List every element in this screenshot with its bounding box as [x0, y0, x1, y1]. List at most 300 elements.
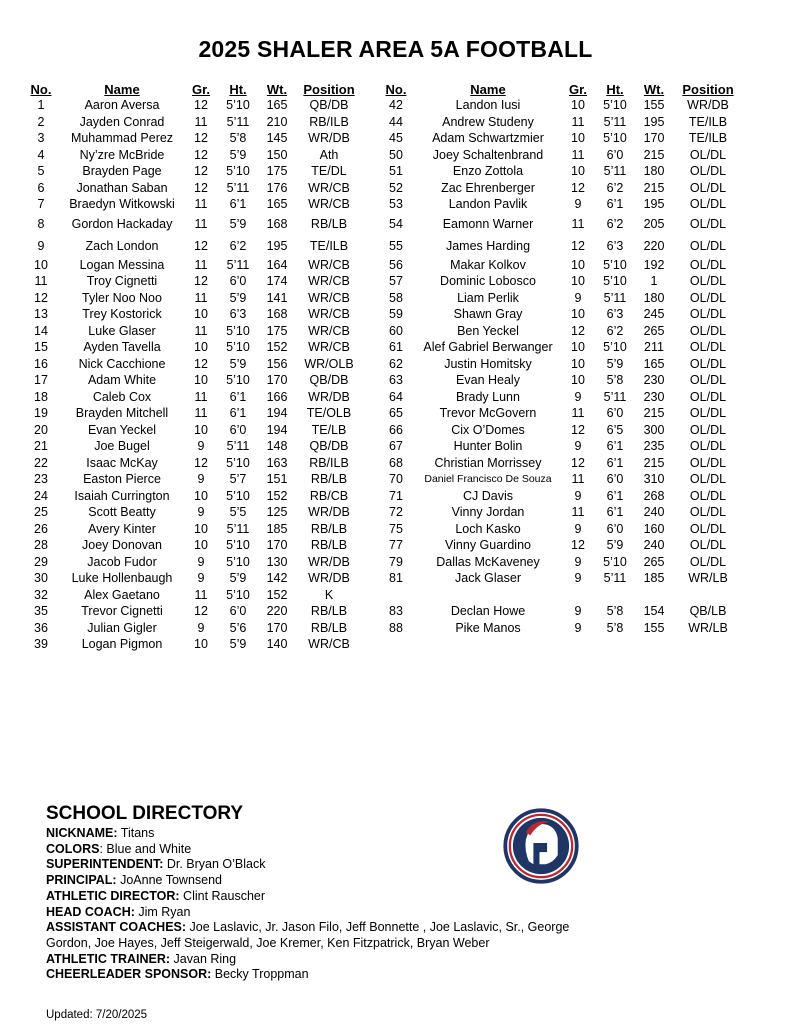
player-weight: 230	[643, 373, 665, 388]
player-grade: 9	[574, 571, 582, 586]
col-header-grade: Gr.	[568, 81, 588, 97]
table-row	[24, 180, 364, 197]
player-number: 26	[34, 521, 48, 536]
player-grade: 10	[571, 131, 585, 146]
col-header-no: No.	[30, 81, 52, 97]
player-height: 5’7	[229, 472, 247, 487]
player-grade: 10	[194, 373, 208, 388]
player-grade: 9	[574, 488, 582, 503]
player-weight: 1	[650, 274, 658, 289]
table-row	[24, 257, 364, 274]
player-weight: 156	[266, 356, 288, 371]
table-row	[379, 438, 745, 455]
player-number: 79	[389, 554, 403, 569]
table-row	[24, 163, 364, 180]
player-grade: 9	[197, 554, 205, 569]
player-name: Jack Glaser	[455, 571, 521, 586]
player-name: Christian Morrissey	[434, 455, 542, 470]
player-position: WR/DB	[687, 98, 729, 113]
player-position: QB/DB	[309, 439, 349, 454]
player-weight: 176	[266, 180, 288, 195]
player-number: 58	[389, 290, 403, 305]
table-row	[24, 603, 364, 620]
player-number: 17	[34, 373, 48, 388]
player-position: OL/DL	[689, 356, 727, 371]
player-grade: 12	[571, 455, 585, 470]
player-position: OL/DL	[689, 455, 727, 470]
player-name: Isaiah Currington	[74, 488, 170, 503]
player-weight: 154	[643, 604, 665, 619]
player-number	[379, 587, 413, 604]
player-weight: 145	[266, 131, 288, 146]
player-number: 52	[389, 180, 403, 195]
player-weight: 175	[266, 164, 288, 179]
player-weight: 215	[643, 455, 665, 470]
player-name: Luke Hollenbaugh	[71, 571, 173, 586]
player-number: 4	[37, 147, 45, 162]
player-weight: 215	[643, 180, 665, 195]
player-position: OL/DL	[689, 323, 727, 338]
col-header-height: Ht.	[229, 81, 247, 97]
player-weight: 180	[643, 290, 665, 305]
player-name: Hunter Bolin	[453, 439, 523, 454]
player-height: 6’3	[606, 307, 624, 322]
table-row	[379, 306, 745, 323]
player-name: Vinny Jordan	[451, 505, 525, 520]
player-name: Loch Kasko	[455, 521, 521, 536]
player-weight: 235	[643, 439, 665, 454]
player-height: 5’11	[226, 439, 250, 454]
player-name: Logan Pigmon	[81, 637, 163, 652]
player-weight: 194	[266, 406, 288, 421]
player-position: RB/ILB	[309, 114, 349, 129]
player-position: WR/CB	[308, 290, 350, 305]
player-number: 51	[389, 164, 403, 179]
player-grade: 9	[197, 472, 205, 487]
directory-entry	[46, 967, 606, 983]
player-name: Dominic Lobosco	[440, 274, 536, 289]
directory-entry	[46, 889, 606, 905]
player-name: Pike Manos	[455, 620, 521, 635]
player-height: 5’11	[226, 521, 250, 536]
updated-date: Updated: 7/20/2025	[46, 1009, 148, 1021]
player-height: 6’5	[606, 422, 624, 437]
table-row	[379, 323, 745, 340]
player-number: 60	[389, 323, 403, 338]
player-name: Adam White	[87, 373, 157, 388]
player-position: OL/DL	[689, 257, 727, 272]
player-position: TE/ILB	[309, 238, 349, 253]
directory-label: ASSISTANT COACHES:	[46, 920, 187, 935]
player-weight: 141	[266, 290, 288, 305]
player-height: 5’10	[226, 373, 250, 388]
player-grade: 10	[194, 422, 208, 437]
table-row	[379, 504, 745, 521]
player-position: WR/CB	[308, 307, 350, 322]
player-grade: 11	[571, 472, 585, 487]
table-row	[379, 147, 745, 164]
table-row	[24, 636, 364, 653]
player-grade: 9	[574, 521, 582, 536]
player-grade: 11	[571, 114, 585, 129]
player-number: 57	[389, 274, 403, 289]
table-row	[379, 455, 745, 472]
player-position: OL/DL	[689, 521, 727, 536]
table-row	[379, 196, 745, 213]
player-weight: 205	[643, 216, 665, 231]
player-position: RB/LB	[310, 604, 348, 619]
player-name: Trevor McGovern	[439, 406, 537, 421]
table-row	[24, 213, 364, 235]
table-row	[379, 180, 745, 197]
player-name: Joe Bugel	[94, 439, 150, 454]
player-weight: 180	[643, 164, 665, 179]
player-weight: 268	[643, 488, 665, 503]
player-position: RB/CB	[309, 488, 349, 503]
roster-header-row	[24, 81, 364, 97]
player-position: OL/DL	[689, 340, 727, 355]
player-weight: 195	[643, 197, 665, 212]
player-position: WR/CB	[308, 257, 350, 272]
player-name: Trey Kostorick	[82, 307, 162, 322]
player-grade: 10	[571, 356, 585, 371]
col-header-name: Name	[104, 81, 140, 97]
player-grade	[563, 587, 593, 604]
player-grade: 10	[571, 274, 585, 289]
player-name: Aaron Aversa	[84, 98, 160, 113]
player-name: Dallas McKaveney	[436, 554, 540, 569]
player-number: 18	[34, 389, 48, 404]
player-name: Julian Gigler	[87, 620, 157, 635]
player-weight: 195	[266, 238, 288, 253]
table-row	[24, 405, 364, 422]
player-height: 5’11	[603, 164, 627, 179]
player-grade: 12	[194, 356, 208, 371]
player-name: Scott Beatty	[88, 505, 156, 520]
player-weight: 130	[266, 554, 288, 569]
table-row	[379, 339, 745, 356]
directory-value: Clint Rauscher	[179, 888, 266, 903]
player-position: OL/DL	[689, 422, 727, 437]
player-name: Landon Pavlik	[448, 197, 528, 212]
player-name: Jonathan Saban	[76, 180, 168, 195]
directory-label: ATHLETIC TRAINER:	[46, 951, 171, 966]
player-number: 54	[389, 216, 403, 231]
table-row	[379, 389, 745, 406]
player-name: Evan Yeckel	[87, 422, 157, 437]
table-row	[24, 587, 364, 604]
player-position: OL/DL	[689, 164, 727, 179]
directory-label: SUPERINTENDENT:	[46, 857, 164, 872]
table-row	[24, 196, 364, 213]
player-weight: 194	[266, 422, 288, 437]
player-grade: 9	[197, 571, 205, 586]
player-height: 5’10	[226, 455, 250, 470]
player-number: 67	[389, 439, 403, 454]
player-grade: 9	[574, 554, 582, 569]
player-name: Luke Glaser	[88, 323, 156, 338]
player-weight: 142	[266, 571, 288, 586]
player-grade: 12	[571, 422, 585, 437]
player-height: 5’11	[603, 290, 627, 305]
player-position: WR/LB	[688, 620, 728, 635]
player-number: 22	[34, 455, 48, 470]
player-name: Zach London	[85, 238, 159, 253]
player-number: 55	[389, 238, 403, 253]
table-row	[24, 323, 364, 340]
player-number: 75	[389, 521, 403, 536]
player-name: Makar Kolkov	[450, 257, 526, 272]
player-position: OL/DL	[689, 472, 727, 487]
table-spacer-row	[379, 587, 745, 604]
player-number: 30	[34, 571, 48, 586]
player-position: TE/OLB	[306, 406, 352, 421]
player-grade: 11	[571, 216, 585, 231]
player-weight: 265	[643, 323, 665, 338]
player-height: 5’11	[226, 180, 250, 195]
player-name: Joey Schaltenbrand	[432, 147, 544, 162]
player-grade: 11	[571, 505, 585, 520]
player-grade: 11	[571, 406, 585, 421]
player-weight: 152	[266, 340, 288, 355]
player-name: Joey Donovan	[82, 538, 162, 553]
player-weight: 185	[266, 521, 288, 536]
player-height: 5’11	[603, 571, 627, 586]
table-row	[379, 290, 745, 307]
player-number: 88	[389, 620, 403, 635]
player-number: 63	[389, 373, 403, 388]
player-weight: 150	[266, 147, 288, 162]
player-weight: 160	[643, 521, 665, 536]
player-name: Ben Yeckel	[457, 323, 519, 338]
table-row	[379, 422, 745, 439]
player-height: 6’2	[606, 323, 624, 338]
player-position: OL/DL	[689, 197, 727, 212]
player-grade: 11	[194, 257, 208, 272]
col-header-name: Name	[470, 81, 506, 97]
directory-entry	[46, 905, 606, 921]
player-grade: 12	[571, 238, 585, 253]
player-grade: 11	[194, 216, 208, 231]
player-weight: 230	[643, 389, 665, 404]
player-name: Declan Howe	[450, 604, 526, 619]
player-name: Zac Ehrenberger	[441, 180, 535, 195]
table-row	[24, 339, 364, 356]
player-position: RB/LB	[310, 521, 348, 536]
player-height: 5’10	[603, 131, 627, 146]
player-weight: 125	[266, 505, 288, 520]
table-row	[379, 114, 745, 131]
directory-value: Jim Ryan	[134, 904, 191, 919]
player-height: 6’1	[229, 197, 247, 212]
player-name: Cix O’Domes	[451, 422, 525, 437]
player-height: 5’10	[603, 98, 627, 113]
table-row	[24, 372, 364, 389]
player-name: Justin Homitsky	[444, 356, 532, 371]
player-name: Liam Perlik	[457, 290, 519, 305]
player-weight: 165	[266, 98, 288, 113]
player-name	[413, 587, 563, 604]
player-position: OL/DL	[689, 439, 727, 454]
player-number: 28	[34, 538, 48, 553]
player-height: 5’10	[226, 340, 250, 355]
table-row	[24, 471, 364, 488]
table-row	[24, 455, 364, 472]
player-position	[671, 587, 745, 604]
col-header-position: Position	[303, 81, 355, 97]
directory-label: HEAD COACH:	[46, 904, 135, 919]
player-height: 5’8	[229, 131, 247, 146]
player-weight	[637, 587, 671, 604]
player-number: 45	[389, 131, 403, 146]
player-number: 44	[389, 114, 403, 129]
directory-value: JoAnne Townsend	[116, 873, 223, 888]
player-grade: 9	[197, 439, 205, 454]
player-height: 6’1	[606, 505, 624, 520]
player-name: Ayden Tavella	[83, 340, 161, 355]
table-row	[24, 554, 364, 571]
player-grade: 9	[197, 620, 205, 635]
player-name: Jacob Fudor	[87, 554, 157, 569]
table-row	[379, 130, 745, 147]
player-number: 12	[34, 290, 48, 305]
player-position: RB/LB	[310, 538, 348, 553]
player-name: James Harding	[445, 238, 531, 253]
player-height: 5’11	[603, 389, 627, 404]
player-height: 5’9	[229, 571, 247, 586]
player-grade: 12	[194, 164, 208, 179]
player-number: 32	[34, 587, 48, 602]
player-position: WR/DB	[308, 571, 350, 586]
player-name: Andrew Studeny	[442, 114, 534, 129]
directory-value: Titans	[117, 826, 155, 840]
player-grade: 10	[571, 307, 585, 322]
player-grade: 11	[194, 197, 208, 212]
player-grade: 12	[194, 604, 208, 619]
player-height: 6’1	[606, 439, 624, 454]
player-weight: 140	[266, 637, 288, 652]
roster-table-left	[24, 81, 364, 653]
player-position: OL/DL	[689, 238, 727, 253]
player-position: WR/CB	[308, 637, 350, 652]
player-number: 62	[389, 356, 403, 371]
player-name: Evan Healy	[456, 373, 520, 388]
player-position: WR/CB	[308, 180, 350, 195]
player-weight: 220	[266, 604, 288, 619]
player-name: Braedyn Witkowski	[69, 197, 175, 212]
player-name: Trevor Cignetti	[81, 604, 163, 619]
player-position: WR/CB	[308, 323, 350, 338]
table-row	[24, 488, 364, 505]
player-weight: 168	[266, 307, 288, 322]
player-grade: 11	[194, 323, 208, 338]
directory-label: PRINCIPAL:	[46, 873, 117, 888]
player-position: OL/DL	[689, 488, 727, 503]
player-height: 5’10	[226, 98, 250, 113]
player-position: OL/DL	[689, 216, 727, 231]
table-row	[379, 488, 745, 505]
player-position: OL/DL	[689, 373, 727, 388]
player-position: QB/LB	[689, 604, 727, 619]
player-number: 13	[34, 307, 48, 322]
player-position: OL/DL	[689, 290, 727, 305]
player-number: 20	[34, 422, 48, 437]
player-number: 5	[37, 164, 45, 179]
player-number: 64	[389, 389, 403, 404]
player-number: 59	[389, 307, 403, 322]
player-name: Easton Pierce	[83, 472, 161, 487]
player-grade: 9	[197, 505, 205, 520]
player-weight: 155	[643, 98, 665, 113]
player-number: 70	[389, 472, 403, 487]
player-number: 53	[389, 197, 403, 212]
player-weight: 211	[644, 340, 664, 355]
col-header-grade: Gr.	[191, 81, 211, 97]
table-row	[24, 504, 364, 521]
player-weight: 210	[266, 114, 288, 129]
player-position: K	[324, 587, 334, 602]
player-name: Enzo Zottola	[452, 164, 524, 179]
col-header-position: Position	[682, 81, 734, 97]
player-height: 5’6	[229, 620, 247, 635]
directory-label: ATHLETIC DIRECTOR:	[46, 888, 180, 903]
player-weight: 168	[266, 216, 288, 231]
player-grade: 9	[574, 620, 582, 635]
player-name: Brady Lunn	[456, 389, 520, 404]
player-position: OL/DL	[689, 406, 727, 421]
player-height: 5’9	[229, 356, 247, 371]
player-name: Alef Gabriel Berwanger	[423, 340, 553, 355]
table-row	[24, 389, 364, 406]
table-row	[24, 422, 364, 439]
player-number: 83	[389, 604, 403, 619]
player-weight: 300	[643, 422, 665, 437]
player-name: Gordon Hackaday	[71, 216, 173, 231]
table-row	[379, 620, 745, 637]
table-row	[24, 130, 364, 147]
player-position: WR/CB	[308, 274, 350, 289]
player-name: Alex Gaetano	[84, 587, 160, 602]
table-row	[379, 405, 745, 422]
directory-entry	[46, 952, 606, 968]
player-height: 6’0	[606, 472, 624, 487]
player-grade: 12	[194, 131, 208, 146]
directory-entry	[46, 920, 606, 951]
player-height: 6’0	[606, 521, 624, 536]
player-number: 19	[34, 406, 48, 421]
player-grade: 11	[194, 406, 208, 421]
player-position: RB/ILB	[309, 455, 349, 470]
player-grade: 12	[194, 98, 208, 113]
player-number: 10	[34, 257, 48, 272]
player-name: Brayden Page	[82, 164, 162, 179]
table-row	[24, 537, 364, 554]
player-grade: 11	[194, 389, 208, 404]
player-number: 2	[37, 114, 45, 129]
player-grade: 12	[194, 274, 208, 289]
player-height: 5’10	[226, 164, 250, 179]
player-grade: 12	[194, 238, 208, 253]
table-row	[379, 537, 745, 554]
player-height: 6’0	[229, 604, 247, 619]
table-row	[24, 114, 364, 131]
player-grade: 12	[194, 455, 208, 470]
player-height: 5’10	[226, 323, 250, 338]
player-weight: 220	[643, 238, 665, 253]
player-position: OL/DL	[689, 180, 727, 195]
player-height: 5’11	[226, 114, 250, 129]
player-grade: 12	[571, 538, 585, 553]
